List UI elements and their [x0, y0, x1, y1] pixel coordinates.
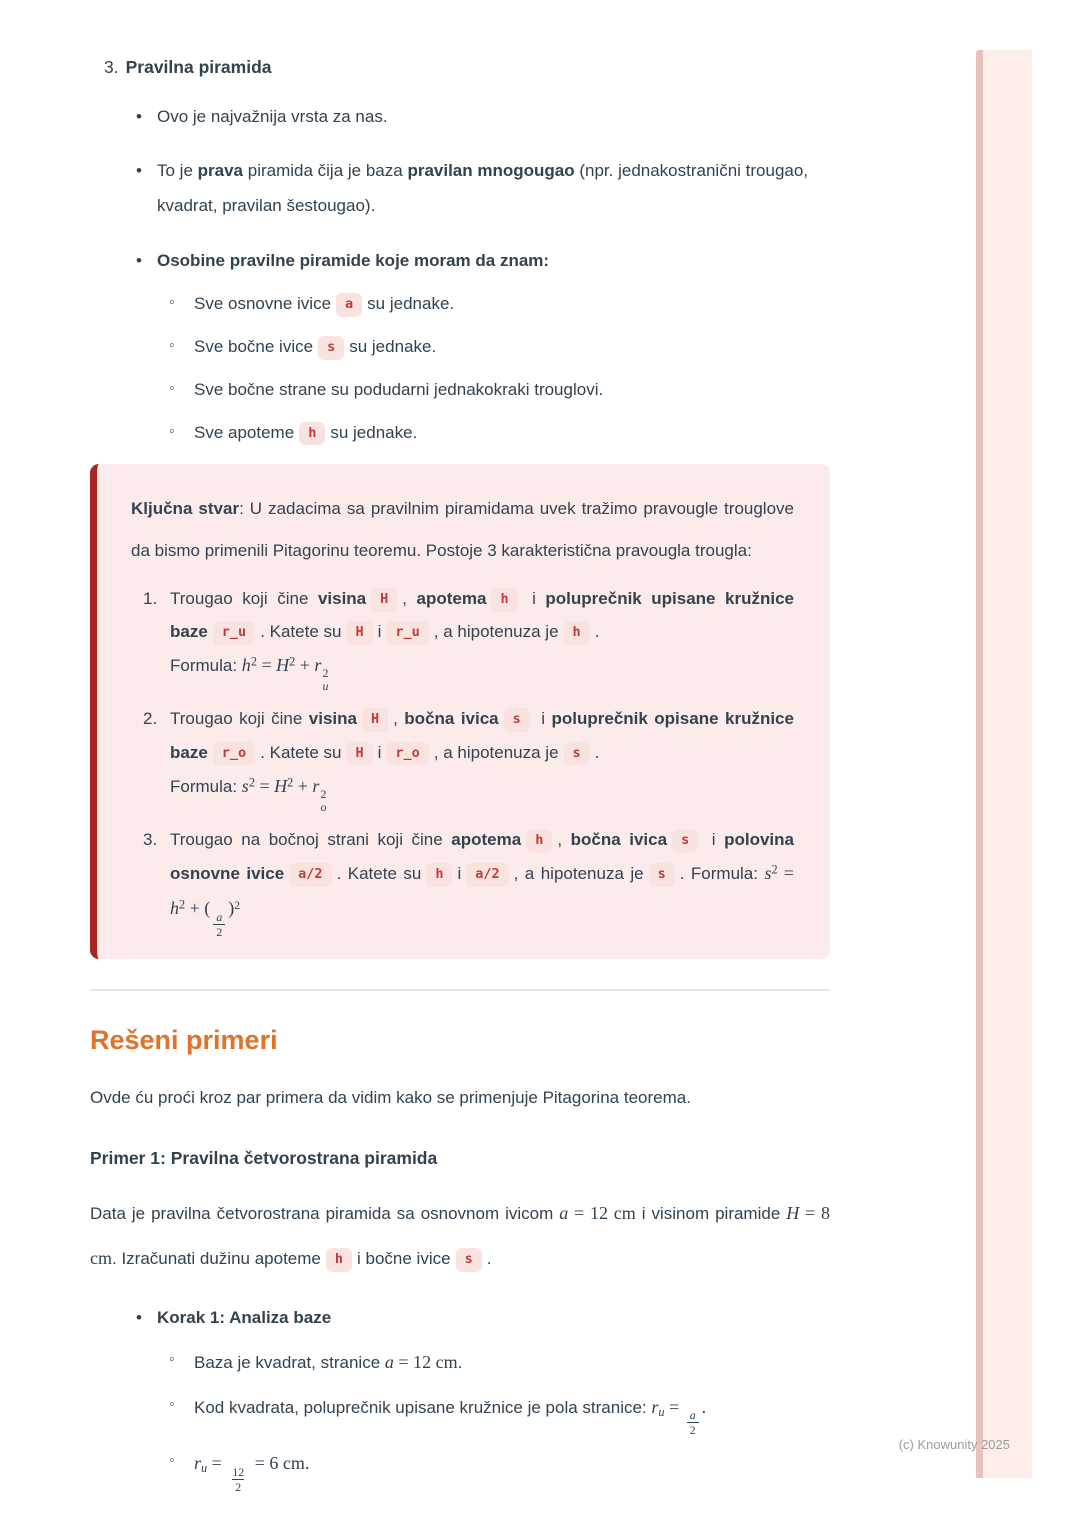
korak1-title: • Korak 1: Analiza baze	[157, 1307, 332, 1327]
code-badge: s	[318, 336, 344, 360]
code-badge: H	[346, 621, 372, 645]
bullet-item: • To je prava piramida čija je baza pravilan mnogougao (npr. jednakostranični trougao, kvadrat, pravilan šestougao).	[90, 154, 830, 224]
code-badge: s	[504, 708, 530, 732]
section-divider	[90, 989, 830, 991]
code-badge: H	[371, 588, 397, 612]
callout-item-text: Trougao koji čine visina H , apotema h i poluprečnik upisane kružnice baze r_u . Katete su H i r_u , a hipotenuza je h . Formula: $h^2 = H^2 + r$ 2 u	[170, 588, 794, 693]
code-badge: h	[426, 863, 452, 887]
osobine-item: ◦ Sve apoteme h su jednake.	[157, 416, 830, 451]
section-title: Pravilna piramida	[125, 57, 272, 77]
osobine-item: ◦ Sve bočne strane su podudarni jednakokraki trouglovi.	[157, 373, 830, 408]
korak-list	[90, 1301, 830, 1494]
korak-subitem: ◦ Kod kvadrata, poluprečnik upisane kružnice je pola stranice: $r_u$ = $\frac{a}{2}$ .	[157, 1389, 830, 1438]
code-badge: s	[456, 1248, 482, 1272]
callout-item-number: 1.	[143, 588, 158, 608]
korak-subitem: ◦ Baza je kvadrat, stranice a = 12 cm.	[157, 1344, 830, 1381]
code-badge: H	[362, 708, 388, 732]
osobine-title: • Osobine pravilne piramide koje moram da znam:	[157, 251, 550, 271]
code-badge: h	[564, 621, 590, 645]
section-number: 3.	[104, 57, 119, 77]
next-page-edge	[976, 50, 1032, 1478]
section-bullet-list	[90, 100, 830, 451]
fraction: $\frac{a}{2}$	[213, 910, 225, 939]
callout-item-text: Trougao na bočnoj strani koji čine apotema h , bočna ivica s i polovina osnovne ivice a/2 . Katete su h i a/2 , a hipotenuza je s . Formula: $s^2 = h^2$ + ( $\frac{a}{2}$ )$^2$	[170, 830, 794, 940]
callout-item	[143, 823, 794, 939]
code-badge: r_u	[386, 621, 428, 645]
code-badge: h	[491, 588, 517, 612]
code-badge: s	[564, 742, 590, 766]
callout-item-text: Trougao koji čine visina H , bočna ivica s i poluprečnik opisane kružnice baze r_o . Katete su H i r_o , a hipotenuza je s . Formula: $s^2 = H^2 + r$ 2 o	[170, 709, 794, 814]
callout-item	[143, 582, 794, 693]
document-content	[90, 0, 830, 1494]
code-badge: h	[299, 422, 325, 446]
code-badge: h	[326, 1248, 352, 1272]
examples-heading: Rešeni primeri	[90, 1025, 278, 1056]
key-point-callout	[90, 464, 830, 959]
section-heading	[104, 56, 830, 80]
code-badge: a/2	[466, 863, 508, 887]
code-badge: r_u	[213, 621, 255, 645]
osobine-list	[157, 287, 830, 450]
primer1-heading: Primer 1: Pravilna četvorostrana piramida	[90, 1148, 438, 1169]
bullet-item: • Ovo je najvažnija vrsta za nas.	[90, 100, 830, 135]
code-badge: s	[649, 863, 675, 887]
code-badge: a	[336, 293, 362, 317]
examples-intro: Ovde ću proći kroz par primera da vidim kako se primenjuje Pitagorina teorema.	[90, 1088, 691, 1108]
code-badge: a/2	[289, 863, 331, 887]
callout-intro: Ključna stvar: U zadacima sa pravilnim piramidama uvek tražimo pravougle trouglove da bismo primenili Pitagorinu teoremu. Postoje 3 karakteristična pravougla trougla:	[131, 499, 794, 561]
fraction: $\frac{a}{2}$	[687, 1408, 699, 1437]
callout-item	[143, 702, 794, 813]
korak-subitem: ◦ $r_u$ = $\frac{12}{2}$ = 6 cm.	[157, 1445, 830, 1494]
bullet-item-osobine	[90, 244, 830, 450]
callout-item-number: 3.	[143, 830, 158, 850]
fraction: $\frac{12}{2}$	[232, 1464, 245, 1494]
code-badge: s	[672, 829, 698, 853]
osobine-item: ◦ Sve osnovne ivice a su jednake.	[157, 287, 830, 322]
korak1-item	[90, 1301, 830, 1494]
next-page-edge-border	[976, 50, 983, 1478]
code-badge: h	[526, 829, 552, 853]
code-badge: r_o	[213, 742, 255, 766]
callout-numbered-list	[131, 582, 794, 939]
primer1-paragraph: Data je pravilna četvorostrana piramida sa osnovnom ivicom a = 12 cm i visinom piramide H = 8 cm. Izračunati dužinu apoteme h i bočne ivice s .	[90, 1191, 830, 1281]
korak1-sublist	[157, 1344, 830, 1494]
code-badge: r_o	[386, 742, 428, 766]
code-badge: H	[346, 742, 372, 766]
copyright: (c) Knowunity 2025	[898, 1437, 1010, 1452]
osobine-item: ◦ Sve bočne ivice s su jednake.	[157, 330, 830, 365]
callout-item-number: 2.	[143, 709, 158, 729]
